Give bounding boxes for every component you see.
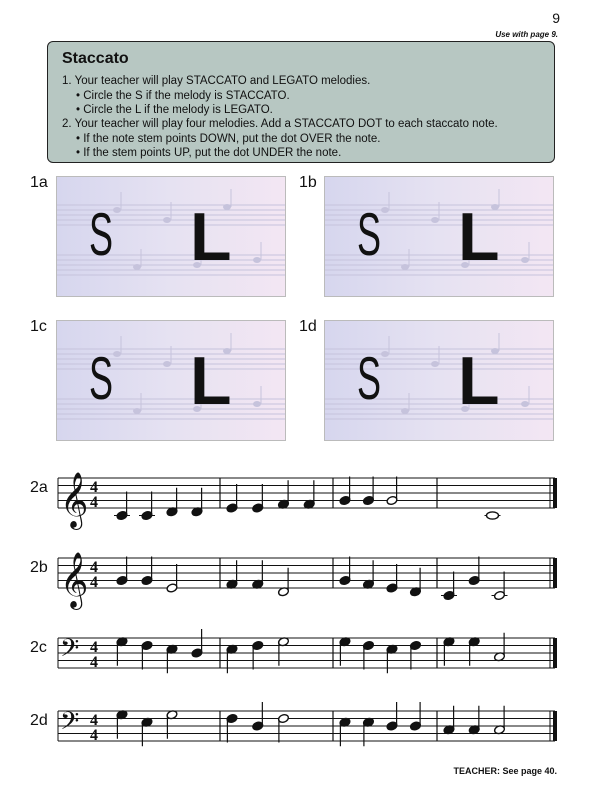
card-label: 1c	[30, 318, 47, 335]
faint-note	[401, 264, 409, 270]
note-head	[141, 510, 153, 520]
note-head	[443, 725, 455, 735]
note-head	[226, 713, 238, 723]
staccato-choice[interactable]: S	[357, 345, 382, 412]
instructions-title: Staccato	[62, 50, 129, 67]
note-head	[386, 495, 398, 505]
note-head	[468, 637, 480, 647]
note-head	[487, 512, 499, 519]
time-signature-top: 4	[90, 479, 98, 496]
instruction-line: 2. Your teacher will play four melodies. Add a STACCATO DOT to each staccato note.	[62, 118, 498, 130]
note-head	[116, 510, 128, 520]
note-head	[278, 499, 290, 509]
time-signature-bottom: 4	[90, 574, 98, 591]
note-head	[141, 575, 153, 585]
note-head	[226, 503, 238, 513]
note-head	[166, 710, 178, 720]
faint-note	[381, 351, 389, 357]
faint-note	[381, 207, 389, 213]
instruction-line: • If the note stem points DOWN, put the dot OVER the note.	[76, 133, 381, 145]
teacher-note: TEACHER: See page 40.	[453, 766, 557, 776]
note-head	[303, 499, 315, 509]
final-bar-thick	[553, 478, 557, 508]
note-head	[386, 583, 398, 593]
note-head	[410, 721, 422, 731]
staff-label: 2b	[30, 559, 48, 576]
note-head	[166, 507, 178, 517]
staff-label: 2d	[30, 712, 48, 729]
answer-card-1b	[324, 176, 554, 297]
time-signature-bottom: 4	[90, 494, 98, 511]
instruction-line: • Circle the S if the melody is STACCATO.	[76, 90, 290, 102]
note-head	[252, 579, 264, 589]
final-bar-thick	[553, 638, 557, 668]
faint-note	[113, 207, 121, 213]
note-head	[494, 652, 506, 662]
legato-choice[interactable]: L	[190, 343, 232, 419]
note-head	[278, 587, 290, 597]
time-signature-top: 4	[90, 639, 98, 656]
note-head	[443, 637, 455, 647]
note-head	[141, 717, 153, 727]
faint-note	[431, 217, 439, 223]
bass-clef: 𝄢	[60, 634, 80, 669]
note-head	[116, 637, 128, 647]
note-head	[226, 579, 238, 589]
staccato-choice[interactable]: S	[89, 201, 114, 268]
note-head	[410, 587, 422, 597]
treble-clef: 𝄞	[60, 552, 89, 608]
final-bar-thick	[553, 711, 557, 741]
note-head	[468, 725, 480, 735]
faint-note	[133, 408, 141, 414]
note-head	[166, 583, 178, 593]
faint-note	[163, 217, 171, 223]
note-head	[386, 644, 398, 654]
faint-note	[253, 401, 261, 407]
note-head	[339, 495, 351, 505]
note-head	[116, 575, 128, 585]
note-head	[386, 721, 398, 731]
note-head	[363, 495, 375, 505]
faint-note	[521, 401, 529, 407]
legato-choice[interactable]: L	[458, 343, 500, 419]
use-with-note: Use with page 9.	[495, 30, 558, 39]
note-head	[468, 575, 480, 585]
card-label: 1b	[299, 174, 317, 191]
faint-note	[431, 361, 439, 367]
final-bar-thick	[553, 558, 557, 588]
note-head	[363, 579, 375, 589]
time-signature-bottom: 4	[90, 654, 98, 671]
staccato-choice[interactable]: S	[89, 345, 114, 412]
note-head	[494, 590, 506, 600]
note-head	[339, 637, 351, 647]
time-signature-top: 4	[90, 559, 98, 576]
note-head	[410, 640, 422, 650]
faint-note	[133, 264, 141, 270]
note-head	[443, 590, 455, 600]
faint-note	[163, 361, 171, 367]
staccato-choice[interactable]: S	[357, 201, 382, 268]
faint-note	[401, 408, 409, 414]
note-head	[278, 637, 290, 647]
faint-note	[521, 257, 529, 263]
note-head	[226, 644, 238, 654]
staff-label: 2c	[30, 639, 47, 656]
instruction-line: • If the stem points UP, put the dot UNDER the note.	[76, 147, 342, 159]
instruction-line: • Circle the L if the melody is LEGATO.	[76, 104, 273, 116]
note-head	[278, 713, 290, 723]
bass-clef: 𝄢	[60, 707, 80, 742]
faint-note	[113, 351, 121, 357]
note-head	[252, 503, 264, 513]
note-head	[191, 648, 203, 658]
note-head	[363, 717, 375, 727]
answer-card-1d	[324, 320, 554, 441]
answer-card-1a	[56, 176, 286, 297]
note-head	[339, 575, 351, 585]
answer-card-1c	[56, 320, 286, 441]
note-head	[252, 640, 264, 650]
legato-choice[interactable]: L	[458, 199, 500, 275]
page-number: 9	[552, 10, 560, 26]
treble-clef: 𝄞	[60, 472, 89, 528]
faint-note	[253, 257, 261, 263]
time-signature-bottom: 4	[90, 727, 98, 744]
note-head	[363, 640, 375, 650]
note-head	[191, 507, 203, 517]
note-head	[339, 717, 351, 727]
staff-label: 2a	[30, 479, 48, 496]
legato-choice[interactable]: L	[190, 199, 232, 275]
card-label: 1a	[30, 174, 48, 191]
instruction-line: 1. Your teacher will play STACCATO and LEGATO melodies.	[62, 75, 371, 87]
note-head	[141, 640, 153, 650]
card-label: 1d	[299, 318, 317, 335]
instructions-box	[47, 41, 555, 163]
time-signature-top: 4	[90, 712, 98, 729]
note-head	[494, 725, 506, 735]
note-head	[166, 644, 178, 654]
note-head	[116, 710, 128, 720]
note-head	[252, 721, 264, 731]
